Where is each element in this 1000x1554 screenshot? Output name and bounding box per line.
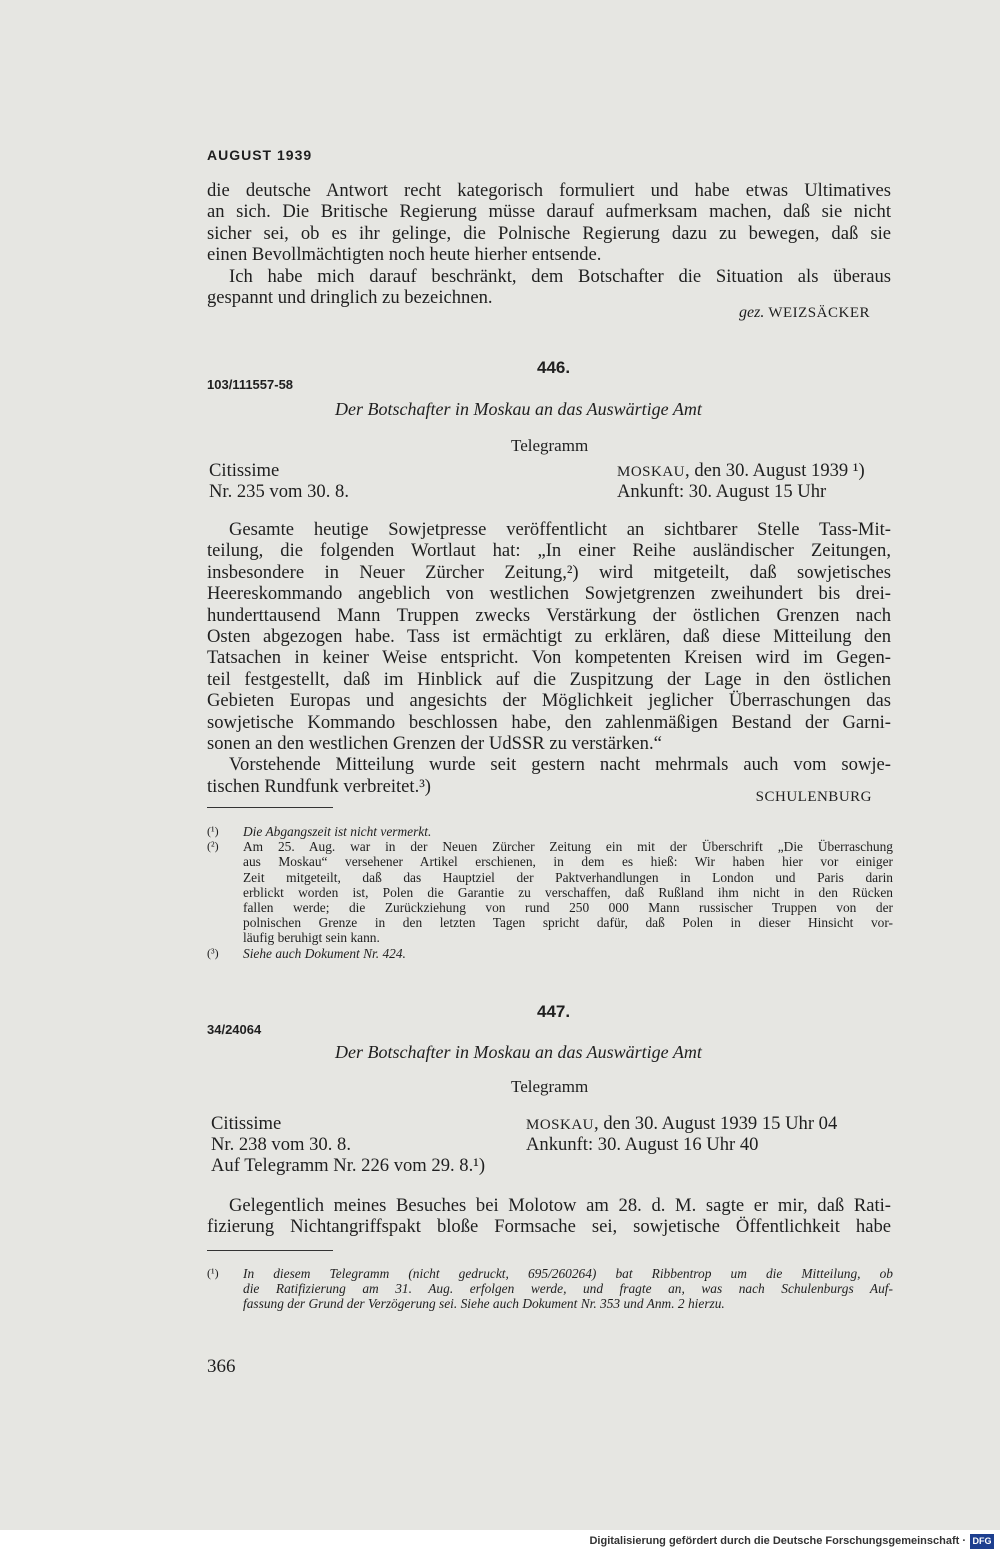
text-line: tischen Rundfunk verbreitet.³) — [207, 775, 431, 797]
footnote-divider — [207, 1250, 333, 1251]
footnote — [207, 824, 893, 839]
doc447-number: 447. — [537, 1002, 571, 1021]
doc447-priority: Citissime — [211, 1113, 282, 1134]
running-head: AUGUST 1939 — [207, 147, 313, 163]
text-line: Gebieten Europas und angesichts der Möglichkeit jeglicher Überraschungen das — [207, 690, 891, 712]
doc447-footnotes — [207, 1266, 893, 1312]
doc446-date-line — [617, 460, 865, 482]
doc447-place: MOSKAU — [526, 1117, 595, 1133]
doc446-type: Telegramm — [511, 436, 589, 455]
doc446-arrival: Ankunft: 30. August 15 Uhr — [617, 481, 827, 502]
footnote — [207, 839, 893, 945]
footnote-mark: (²) — [207, 839, 219, 854]
footnote-divider — [207, 807, 333, 808]
doc447-date-line — [526, 1113, 837, 1135]
footnote — [207, 1266, 893, 1312]
text-line: sowjetische Kommando beschlossen habe, den zahlenmäßigen Bestand der Garni- — [207, 711, 891, 733]
text-line: an sich. Die Britische Regierung müsse darauf aufmerksam machen, daß sie nicht — [207, 201, 891, 223]
text-line: hunderttausend Mann Truppen zwecks Verstärkung der östlichen Grenzen nach — [207, 604, 891, 626]
doc446-reference: Nr. 235 vom 30. 8. — [209, 481, 349, 502]
text-line: sicher sei, ob es ihr gelinge, die Polnische Regierung dazu zu bewegen, daß sie — [207, 222, 891, 244]
doc446-footnotes — [207, 824, 893, 961]
page-number: 366 — [207, 1356, 236, 1377]
doc447-reference: Nr. 238 vom 30. 8. — [211, 1134, 351, 1155]
doc447-date: , den 30. August 1939 15 Uhr 04 — [594, 1113, 838, 1134]
footnote — [207, 946, 893, 961]
footnote-line: aus Moskau“ versehener Artikel erschienen, in dem es hieß: Wir haben hier vor einiger — [243, 854, 893, 870]
dfg-credit: Digitalisierung gefördert durch die Deutsche Forschungsgemeinschaft · — [589, 1535, 966, 1547]
text-line: fizierung Nichtangriffspakt bloße Formsache sei, sowjetische Öffentlichkeit habe — [207, 1216, 891, 1238]
footnote-line: fassung der Grund der Verzögerung sei. Siehe auch Dokument Nr. 353 und Anm. 2 hierzu. — [243, 1296, 725, 1312]
footnote-line: Die Abgangszeit ist nicht vermerkt. — [243, 824, 432, 839]
dfg-logo: DFG — [970, 1534, 994, 1549]
footnote-mark: (¹) — [207, 824, 219, 838]
doc447-heading: Der Botschafter in Moskau an das Auswärtige Amt — [335, 1042, 702, 1062]
signature-prefix: gez. — [739, 304, 765, 321]
doc446-place: MOSKAU — [617, 464, 686, 480]
doc447-arrival: Ankunft: 30. August 16 Uhr 40 — [526, 1134, 759, 1155]
signature-schulenburg: SCHULENBURG — [755, 789, 872, 805]
credit-bar — [0, 1530, 1000, 1554]
footnote-line: Am 25. Aug. war in der Neuen Zürcher Zeitung ein mit der Überschrift „Die Überraschung — [243, 839, 893, 855]
footnote-line: läufig beruhigt sein kann. — [243, 930, 380, 946]
footnote-mark: (³) — [207, 945, 219, 960]
doc446-date: , den 30. August 1939 ¹) — [685, 460, 865, 481]
doc446-filing-number: 103/111557-58 — [207, 377, 294, 392]
text-line: teilung, die folgenden Wortlaut hat: „In einer Reihe ausländischer Zeitungen, — [207, 540, 891, 562]
text-line: Gelegentlich meines Besuches bei Molotow am 28. d. M. sagte er mir, daß Rati- — [229, 1195, 891, 1216]
footnote-line: In diesem Telegramm (nicht gedruckt, 695/260264) bat Ribbentrop um die Mitteilung, ob — [243, 1266, 893, 1281]
text-line: gespannt und dringlich zu bezeichnen. — [207, 287, 493, 309]
text-line: Vorstehende Mitteilung wurde seit gestern nacht mehrmals auch vom sowje- — [229, 754, 891, 776]
text-line: teil festgestellt, daß im Hinblick auf die Zuspitzung der Lage in den östlichen — [207, 668, 891, 690]
text-line: Gesamte heutige Sowjetpresse veröffentlicht an sichtbarer Stelle Tass-Mit- — [229, 519, 891, 540]
signature-weizsaecker — [739, 304, 870, 322]
doc446-number: 446. — [537, 358, 571, 377]
text-line: Osten abgezogen habe. Tass ist ermächtigt zu erklären, daß diese Mitteilung den — [207, 626, 891, 648]
text-line: einen Bevollmächtigten noch heute hierher entsende. — [207, 244, 602, 266]
doc446-priority: Citissime — [209, 460, 280, 481]
doc446-heading: Der Botschafter in Moskau an das Auswärtige Amt — [335, 399, 702, 419]
footnote-line: erblickt worden ist, Polen die Garantie zu verschaffen, daß Rußland ihm nicht in den Rücken — [243, 884, 893, 900]
doc446-body — [207, 519, 891, 797]
doc445-tail — [207, 180, 891, 308]
doc447-body — [207, 1195, 891, 1238]
footnote-line: Siehe auch Dokument Nr. 424. — [243, 945, 406, 961]
text-line: Heereskommando angeblich von westlichen Sowjetgrenzen zweihundert bis drei- — [207, 583, 891, 605]
footnote-line: fallen werde; die Zurückziehung von rund 250 000 Mann russischer Truppen von der — [243, 900, 893, 916]
footnote-line: die Ratifizierung am 31. Aug. erfolgen werde, und fragte an, was nach Schulenburgs Auf- — [243, 1281, 893, 1297]
footnote-line: Zeit mitgeteilt, daß das Hauptziel der Paktverhandlungen in London und Paris darin — [243, 869, 893, 885]
doc447-filing-number: 34/24064 — [207, 1022, 262, 1037]
text-line: insbesondere in Neuer Zürcher Zeitung,²) wird mitgeteilt, daß sowjetisches — [207, 561, 891, 583]
footnote-mark: (¹) — [207, 1266, 219, 1280]
text-line: Ich habe mich darauf beschränkt, dem Botschafter die Situation als überaus — [229, 265, 891, 287]
doc447-type: Telegramm — [511, 1077, 589, 1096]
doc447-reply-to: Auf Telegramm Nr. 226 vom 29. 8.¹) — [211, 1155, 486, 1176]
text-line: die deutsche Antwort recht kategorisch formuliert und habe etwas Ultimatives — [207, 180, 891, 201]
signature-name: WEIZSÄCKER — [768, 305, 870, 321]
text-line: Tatsachen in keiner Weise entspricht. Von kompetenten Kreisen wird im Gegen- — [207, 647, 891, 669]
footnote-line: polnischen Grenze in den letzten Tagen spricht dafür, daß Polen in dieser Hinsicht vor- — [243, 915, 893, 931]
text-line: sonen an den westlichen Grenzen der UdSSR zu verstärken.“ — [207, 733, 662, 755]
